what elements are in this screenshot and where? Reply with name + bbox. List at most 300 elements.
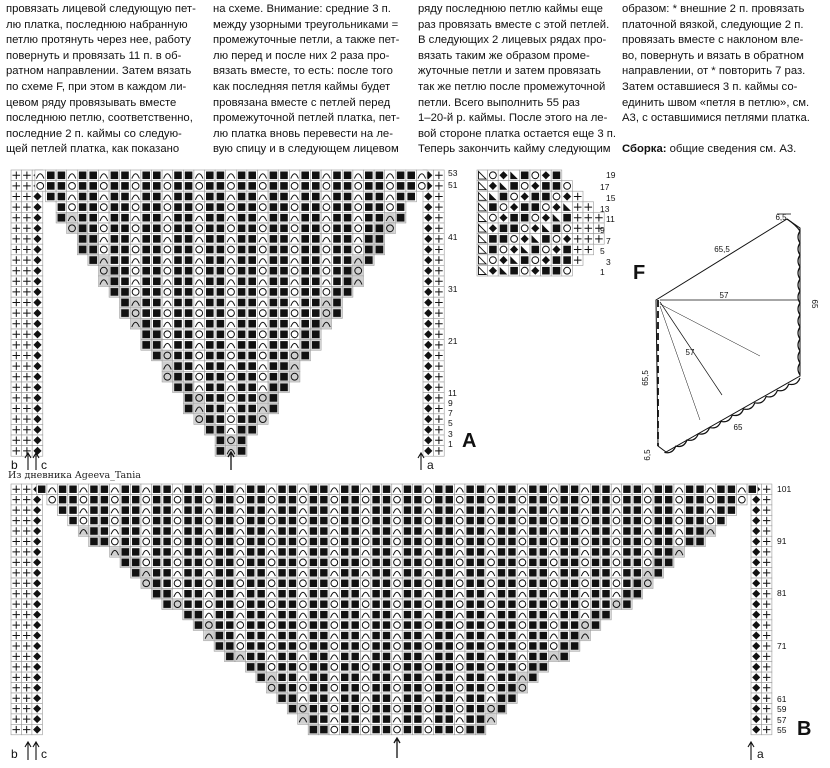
stitch-square [132,517,139,524]
stitch-square [341,506,348,513]
stitch-square [238,362,246,370]
stitch-square [226,559,233,566]
stitch-square [280,225,288,233]
chart-cell [235,505,245,515]
stitch-square [280,278,288,286]
stitch-square [602,538,609,545]
stitch-square [142,172,150,180]
stitch-square [383,517,390,524]
chart-cell [423,651,433,661]
stitch-square [404,705,411,712]
marker-a-label: a [427,458,434,472]
stitch-square [111,203,119,211]
stitch-square [602,569,609,576]
stitch-square [414,726,421,733]
stitch-square [216,632,223,639]
stitch-square [247,590,254,597]
chart-cell [204,526,214,536]
stitch-square [184,496,191,503]
stitch-square [435,517,442,524]
stitch-square [341,715,348,722]
stitch-square [376,182,384,190]
stitch-square [320,705,327,712]
chart-cell [67,191,78,202]
chart-cell [226,361,237,372]
stitch-square [257,653,264,660]
stitch-square [383,705,390,712]
stitch-square [142,256,150,264]
stitch-square [333,256,341,264]
stitch-square [446,486,453,493]
stitch-square [312,235,320,243]
stitch-square [498,653,505,660]
chart-cell [162,234,173,245]
stitch-square [466,569,473,576]
stitch-square [540,569,547,576]
stitch-square [351,653,358,660]
stitch-square [270,394,278,402]
chart-cell [454,672,464,682]
stitch-square [498,674,505,681]
stitch-square [206,288,214,296]
stitch-square [174,362,182,370]
stitch-square [121,246,129,254]
stitch-square [414,559,421,566]
stitch-square [184,506,191,513]
stitch-square [372,632,379,639]
chart-cell [360,609,370,619]
stitch-square [206,309,214,317]
stitch-square [301,341,309,349]
stitch-square [238,394,246,402]
stitch-square [142,182,150,190]
text-line: повернуть и провязать 11 п. в об- [6,49,182,62]
chart-cell [643,484,653,494]
stitch-square [477,642,484,649]
text-line: петлю протянуть через нее, работу [6,34,191,47]
stitch-square [498,632,505,639]
stitch-square [634,486,641,493]
stitch-square [320,611,327,618]
row-number-label: 1 [448,439,453,449]
stitch-square [351,527,358,534]
stitch-square [153,548,160,555]
stitch-square [226,538,233,545]
stitch-square [280,362,288,370]
stitch-square [397,214,405,222]
stitch-square [351,695,358,702]
stitch-square [498,506,505,513]
dim-label-right: 65 [810,299,819,309]
stitch-square [372,611,379,618]
chart-cell [580,505,590,515]
stitch-square [121,182,129,190]
stitch-square [312,203,320,211]
stitch-square [206,331,214,339]
stitch-square [174,352,182,360]
stitch-square [372,580,379,587]
stitch-square [248,405,256,413]
stitch-square [376,246,384,254]
stitch-square [301,235,309,243]
stitch-square [184,559,191,566]
stitch-square [216,538,223,545]
chart-cell [486,547,496,557]
stitch-square [174,288,182,296]
stitch-square [320,527,327,534]
stitch-square [592,600,599,607]
text-line: вязать вместе, то есть: после того [213,65,393,78]
stitch-square [195,580,202,587]
stitch-square [498,642,505,649]
chart-cell [99,212,110,223]
stitch-square [280,288,288,296]
stitch-square [542,235,550,243]
stitch-square [383,538,390,545]
stitch-square [560,486,567,493]
stitch-square [372,684,379,691]
chart-cell [329,672,339,682]
stitch-square [498,538,505,545]
stitch-square [206,172,214,180]
row-number-label: 61 [777,694,787,704]
stitch-square [466,695,473,702]
stitch-square [280,384,288,392]
stitch-square [79,246,87,254]
chart-cell [611,484,621,494]
row-number-label: 9 [600,225,605,235]
stitch-square [280,214,288,222]
stitch-square [89,203,97,211]
stitch-square [270,373,278,381]
stitch-square [529,527,536,534]
chart-cell [266,547,276,557]
stitch-square [185,394,193,402]
stitch-square [696,538,703,545]
chart-cell [235,589,245,599]
stitch-square [101,517,108,524]
stitch-square [498,705,505,712]
stitch-square [310,559,317,566]
stitch-square [623,559,630,566]
stitch-square [365,182,373,190]
stitch-square [489,203,497,211]
stitch-square [238,193,246,201]
stitch-square [372,506,379,513]
stitch-square [174,225,182,233]
chart-cell [266,630,276,640]
stitch-square [142,246,150,254]
stitch-square [563,214,571,222]
stitch-square [248,341,256,349]
stitch-square [623,506,630,513]
stitch-square [206,235,214,243]
stitch-square [333,172,341,180]
stitch-square [560,496,567,503]
stitch-square [529,538,536,545]
stitch-square [238,246,246,254]
stitch-square [383,580,390,587]
stitch-square [466,684,473,691]
stitch-square [560,653,567,660]
stitch-square [174,172,182,180]
chart-cell [385,170,396,181]
stitch-square [248,246,256,254]
chart-cell [162,170,173,181]
stitch-square [665,517,672,524]
chart-cell [423,526,433,536]
stitch-square [351,538,358,545]
stitch-square [404,538,411,545]
stitch-square [238,331,246,339]
stitch-square [508,600,515,607]
stitch-square [217,331,225,339]
stitch-square [320,715,327,722]
stitch-square [728,496,735,503]
chart-cell [235,568,245,578]
chart-cell [47,484,57,494]
stitch-square [153,299,161,307]
stitch-square [89,182,97,190]
stitch-square [122,486,129,493]
stitch-square [184,527,191,534]
row-number-label: 7 [606,236,611,246]
stitch-square [195,569,202,576]
stitch-square [270,182,278,190]
stitch-square [238,341,246,349]
chart-cell [329,609,339,619]
stitch-square [446,527,453,534]
chart-cell [258,382,269,393]
text-line: В следующих 2 лицевых рядах про- [418,34,607,47]
marker-a-arrow-icon [748,742,754,760]
stitch-square [301,246,309,254]
stitch-square [344,256,352,264]
stitch-square [351,590,358,597]
stitch-square [248,288,256,296]
stitch-square [529,496,536,503]
chart-cell [289,318,300,329]
stitch-square [446,611,453,618]
row-number-label: 59 [777,704,787,714]
stitch-square [195,538,202,545]
stitch-square [383,486,390,493]
text-line: промежуточной петлей платка, пет- [213,112,400,125]
stitch-square [477,527,484,534]
chart-cell [99,234,110,245]
chart-cell [321,212,332,223]
stitch-square [289,548,296,555]
stitch-square [121,256,129,264]
stitch-square [498,600,505,607]
chart-cell [611,526,621,536]
chart-cell [194,340,205,351]
stitch-square [122,548,129,555]
stitch-square [289,663,296,670]
stitch-square [247,632,254,639]
stitch-square [383,527,390,534]
stitch-square [185,309,193,317]
stitch-square [174,299,182,307]
stitch-square [372,538,379,545]
stitch-square [153,225,161,233]
stitch-square [477,538,484,545]
stitch-square [278,674,285,681]
credit-text: Из дневника Ageeva_Tania [8,470,141,481]
chart-cell [454,589,464,599]
chart-cell [454,547,464,557]
stitch-square [216,548,223,555]
stitch-square [217,447,225,455]
stitch-square [257,611,264,618]
stitch-square [540,527,547,534]
stitch-square [351,517,358,524]
stitch-square [320,590,327,597]
stitch-square [372,715,379,722]
stitch-square [320,684,327,691]
stitch-square [341,621,348,628]
stitch-square [351,642,358,649]
stitch-square [185,225,193,233]
text-line: как последняя петля каймы будет [213,80,391,93]
chart-cell [204,505,214,515]
stitch-square [270,320,278,328]
center-arrow-icon [228,452,234,470]
marker-c-label: c [41,458,47,472]
stitch-square [185,182,193,190]
chart-cell [235,484,245,494]
chart-cell [235,526,245,536]
stitch-square [508,695,515,702]
stitch-square [320,559,327,566]
stitch-square [257,559,264,566]
center-arrow-icon [394,738,400,758]
stitch-square [312,267,320,275]
stitch-square [153,538,160,545]
stitch-square [153,331,161,339]
stitch-square [560,569,567,576]
stitch-square [111,172,119,180]
stitch-square [185,352,193,360]
stitch-square [376,203,384,211]
chart-cell [172,547,182,557]
chart-cell [580,547,590,557]
stitch-square [333,267,341,275]
stitch-square [446,705,453,712]
stitch-square [571,559,578,566]
stitch-square [592,517,599,524]
stitch-square [404,674,411,681]
chart-cell [486,526,496,536]
stitch-square [185,278,193,286]
stitch-square [174,384,182,392]
stitch-square [247,642,254,649]
stitch-square [289,580,296,587]
stitch-square [376,172,384,180]
chart-cell [194,297,205,308]
stitch-square [310,705,317,712]
stitch-square [206,352,214,360]
stitch-square [90,486,97,493]
stitch-square [257,674,264,681]
stitch-square [121,193,129,201]
stitch-square [248,394,256,402]
chart-cell [705,484,715,494]
stitch-square [320,726,327,733]
chart-cell [360,651,370,661]
stitch-square [257,527,264,534]
stitch-square [341,496,348,503]
stitch-square [59,506,66,513]
stitch-square [238,214,246,222]
stitch-square [111,278,119,286]
text-line: промежуточные петли, а также пет- [213,34,400,47]
chart-cell [204,568,214,578]
stitch-square [111,214,119,222]
stitch-square [351,580,358,587]
chart-cell [67,170,78,181]
stitch-square [238,426,246,434]
stitch-square [383,548,390,555]
stitch-square [655,517,662,524]
stitch-square [414,642,421,649]
stitch-square [333,246,341,254]
stitch-square [508,517,515,524]
row-number-label: 7 [448,408,453,418]
stitch-square [407,193,415,201]
stitch-square [226,580,233,587]
chart-cell [321,170,332,181]
chart-cell [298,651,308,661]
stitch-square [529,632,536,639]
row-number-label: 53 [448,168,458,178]
stitch-square [121,309,129,317]
chart-cell [258,318,269,329]
stitch-square [592,580,599,587]
chart-cell [258,191,269,202]
stitch-square [79,172,87,180]
dim-label-bottom-left: 6,5 [643,449,652,461]
stitch-square [717,517,724,524]
stitch-square [498,496,505,503]
stitch-square [560,611,567,618]
stitch-square [217,267,225,275]
stitch-square [163,590,170,597]
stitch-square [686,496,693,503]
stitch-square [163,506,170,513]
stitch-square [206,256,214,264]
stitch-square [532,193,540,201]
stitch-square [333,203,341,211]
chart-cell [549,484,559,494]
stitch-square [238,288,246,296]
stitch-square [508,496,515,503]
stitch-square [320,695,327,702]
stitch-square [185,405,193,413]
stitch-square [206,373,214,381]
stitch-square [563,256,571,264]
stitch-square [121,278,129,286]
stitch-square [508,559,515,566]
chart-cell [517,630,527,640]
stitch-square [226,506,233,513]
text-line: ряду последнюю петлю каймы еще [418,3,603,15]
stitch-square [301,182,309,190]
chart-cell [321,234,332,245]
chart-cell [226,424,237,435]
stitch-square [226,600,233,607]
stitch-square [216,580,223,587]
